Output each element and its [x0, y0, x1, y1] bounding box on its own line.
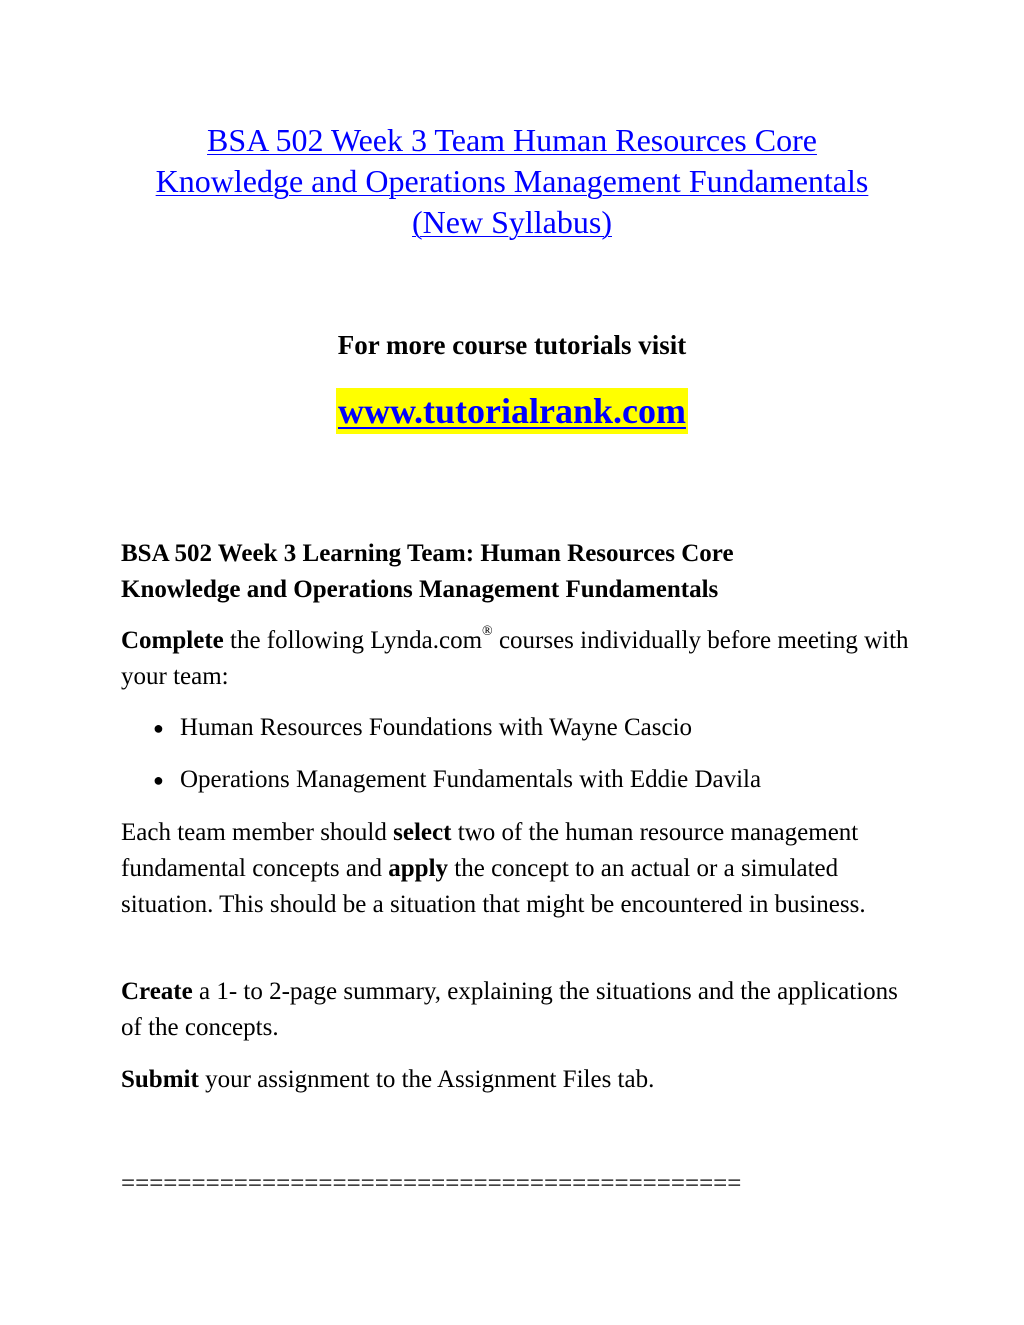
list-item-label: Operations Management Fundamentals with Eddie Davila: [180, 766, 762, 793]
registered-mark: ®: [482, 623, 493, 639]
complete-keyword: Complete: [121, 627, 224, 654]
section-heading-line-1: BSA 502 Week 3 Learning Team: Human Resources Core: [121, 540, 734, 567]
site-link-container: [0, 388, 1024, 434]
each-text-3: the concept to an actual or a simulated situation. This should be a situation that might be encountered in business.: [121, 855, 866, 918]
separator-line: ============================================: [121, 1170, 742, 1197]
each-text-2: two of the human resource management fundamental concepts and: [121, 819, 859, 882]
apply-keyword: apply: [388, 855, 449, 882]
visit-text: For more course tutorials visit: [337, 330, 687, 360]
site-link[interactable]: www.tutorialrank.com: [336, 388, 688, 434]
each-member-paragraph: [121, 815, 921, 923]
list-item: [121, 710, 921, 746]
bullet-icon: ●: [153, 718, 164, 738]
select-keyword: select: [393, 819, 452, 846]
create-paragraph: [121, 974, 921, 1046]
submit-keyword: Submit: [121, 1066, 199, 1093]
bullet-icon: ●: [153, 770, 164, 790]
complete-text-1: the following Lynda.com: [223, 627, 483, 654]
title-line-2[interactable]: Knowledge and Operations Management Fundamentals: [155, 163, 869, 199]
list-item-label: Human Resources Foundations with Wayne Cascio: [180, 714, 693, 741]
complete-text-2: courses individually before meeting with your team:: [121, 627, 909, 690]
each-text-1: Each team member should: [121, 819, 394, 846]
create-text: a 1- to 2-page summary, explaining the situations and the applications of the concepts.: [121, 978, 898, 1041]
list-item: [121, 762, 921, 798]
title-line-3[interactable]: (New Syllabus): [412, 204, 612, 240]
create-keyword: Create: [121, 978, 193, 1005]
complete-paragraph: [121, 623, 921, 695]
submit-text: your assignment to the Assignment Files tab.: [198, 1066, 655, 1093]
title-link[interactable]: [100, 120, 924, 243]
section-heading: [121, 536, 921, 608]
course-list: [121, 710, 921, 814]
title-line-1[interactable]: BSA 502 Week 3 Team Human Resources Core: [207, 122, 817, 158]
section-heading-line-2: Knowledge and Operations Management Fundamentals: [121, 576, 719, 603]
submit-paragraph: [121, 1062, 921, 1098]
